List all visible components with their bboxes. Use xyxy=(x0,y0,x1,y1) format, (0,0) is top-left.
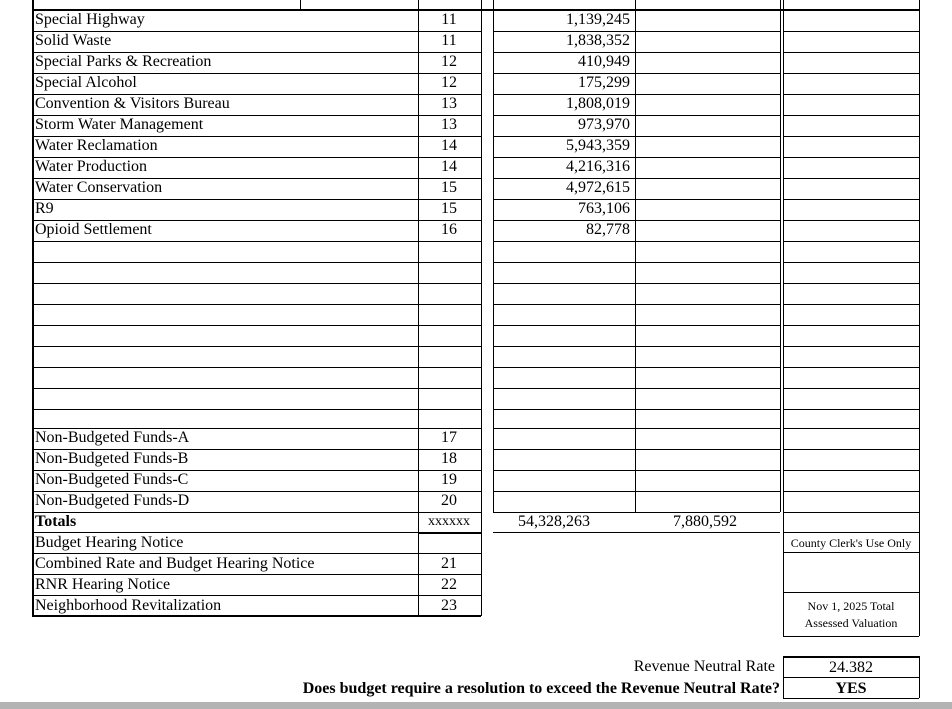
notice-page: 22 xyxy=(441,576,457,593)
grid-line xyxy=(32,199,481,200)
grid-line xyxy=(636,94,780,95)
fund-name: Water Reclamation xyxy=(35,137,158,154)
grid-line xyxy=(783,220,919,221)
fund-amount: 82,778 xyxy=(586,221,630,238)
grid-line xyxy=(493,449,636,450)
fund-amount: 4,216,316 xyxy=(566,158,630,175)
grid-line xyxy=(783,304,919,305)
grid-line xyxy=(418,532,481,534)
notice-name: RNR Hearing Notice xyxy=(35,576,171,593)
grid-line xyxy=(493,304,636,305)
grid-line xyxy=(32,409,481,410)
grid-line xyxy=(636,241,780,242)
grid-line xyxy=(783,178,919,179)
fund-page: 15 xyxy=(441,179,457,196)
grid-line xyxy=(636,532,780,533)
grid-line xyxy=(300,0,301,10)
grid-line xyxy=(32,367,481,368)
notice-page: 21 xyxy=(441,555,457,572)
grid-line xyxy=(783,449,919,450)
grid-line xyxy=(636,470,780,471)
grid-line xyxy=(493,491,636,492)
grid-line xyxy=(783,367,919,368)
grid-line xyxy=(32,346,481,347)
bottom-band xyxy=(0,702,952,709)
grid-line xyxy=(783,94,919,95)
valuation-line1: Nov 1, 2025 Total xyxy=(807,599,895,613)
fund-page: 14 xyxy=(441,158,457,175)
grid-line xyxy=(493,346,636,347)
fund-amount: 1,838,352 xyxy=(566,32,630,49)
grid-line xyxy=(636,491,780,492)
non-budgeted-page: 20 xyxy=(441,492,457,509)
grid-line xyxy=(783,636,919,637)
grid-line xyxy=(636,449,780,450)
fund-name: Special Highway xyxy=(35,11,145,28)
grid-line xyxy=(636,283,780,284)
totals-label: Totals xyxy=(35,513,77,530)
grid-line xyxy=(636,52,780,53)
non-budgeted-name: Non-Budgeted Funds-D xyxy=(35,492,190,509)
grid-line xyxy=(783,157,919,158)
grid-line xyxy=(783,262,919,263)
fund-amount: 1,139,245 xyxy=(566,11,630,28)
grid-line xyxy=(636,178,780,179)
notice-name: Combined Rate and Budget Hearing Notice xyxy=(35,555,315,572)
grid-line xyxy=(32,262,481,263)
grid-line xyxy=(493,470,636,471)
grid-line xyxy=(32,325,481,326)
grid-line xyxy=(32,0,34,616)
grid-line xyxy=(783,31,919,32)
non-budgeted-page: 18 xyxy=(441,450,457,467)
grid-line xyxy=(636,428,780,429)
grid-line xyxy=(783,512,919,513)
totals-page: xxxxxx xyxy=(428,514,470,529)
fund-name: Special Parks & Recreation xyxy=(35,53,212,70)
grid-line xyxy=(783,241,919,242)
grid-line xyxy=(493,367,636,368)
grid-line xyxy=(635,0,636,512)
grid-line xyxy=(636,388,780,389)
grid-line xyxy=(636,199,780,200)
rnr-label: Revenue Neutral Rate xyxy=(633,658,775,675)
grid-line xyxy=(636,325,780,326)
grid-line xyxy=(493,262,636,263)
grid-line xyxy=(493,241,636,242)
grid-line xyxy=(783,388,919,389)
grid-line xyxy=(32,304,481,305)
fund-amount: 175,299 xyxy=(578,74,630,91)
grid-line xyxy=(636,115,780,116)
grid-line xyxy=(783,491,919,492)
grid-line xyxy=(783,199,919,200)
fund-name: Storm Water Management xyxy=(35,116,204,133)
fund-page: 13 xyxy=(441,116,457,133)
grid-line xyxy=(783,325,919,326)
fund-name: Water Production xyxy=(35,158,148,175)
non-budgeted-page: 19 xyxy=(441,471,457,488)
grid-line xyxy=(32,283,481,284)
grid-line xyxy=(919,656,920,698)
grid-line xyxy=(636,409,780,410)
valuation-line2: Assessed Valuation xyxy=(804,616,898,630)
grid-line xyxy=(783,283,919,284)
resolution-question: Does budget require a resolution to exceed the Revenue Neutral Rate? xyxy=(302,680,780,697)
grid-line xyxy=(32,512,481,513)
totals-tax: 7,880,592 xyxy=(673,513,737,530)
grid-line xyxy=(636,367,780,368)
grid-line xyxy=(783,532,919,533)
grid-line xyxy=(780,0,781,512)
grid-line xyxy=(493,532,636,533)
grid-line xyxy=(919,0,920,636)
grid-line xyxy=(636,220,780,221)
grid-line xyxy=(493,428,636,429)
fund-page: 15 xyxy=(441,200,457,217)
grid-line xyxy=(783,115,919,116)
fund-page: 11 xyxy=(441,11,457,28)
fund-page: 13 xyxy=(441,95,457,112)
non-budgeted-page: 17 xyxy=(441,429,457,446)
grid-line xyxy=(636,73,780,74)
fund-amount: 763,106 xyxy=(578,200,630,217)
grid-line xyxy=(783,346,919,347)
fund-amount: 5,943,359 xyxy=(566,137,630,154)
totals-expenditures: 54,328,263 xyxy=(518,513,590,530)
grid-line xyxy=(636,262,780,263)
rnr-value: 24.382 xyxy=(829,659,873,676)
grid-line xyxy=(636,157,780,158)
grid-line xyxy=(636,136,780,137)
grid-line xyxy=(783,73,919,74)
grid-line xyxy=(493,325,636,326)
grid-line xyxy=(493,388,636,389)
fund-page: 12 xyxy=(441,74,457,91)
fund-amount: 1,808,019 xyxy=(566,95,630,112)
fund-page: 11 xyxy=(441,32,457,49)
fund-name: Water Conservation xyxy=(35,179,163,196)
notice-page: 23 xyxy=(441,597,457,614)
fund-page: 16 xyxy=(441,221,457,238)
fund-name: R9 xyxy=(35,200,54,217)
grid-line xyxy=(783,409,919,410)
fund-amount: 973,970 xyxy=(578,116,630,133)
grid-line xyxy=(32,388,481,389)
fund-amount: 410,949 xyxy=(578,53,630,70)
grid-line xyxy=(783,136,919,137)
non-budgeted-name: Non-Budgeted Funds-A xyxy=(35,429,190,446)
notice-name: Neighborhood Revitalization xyxy=(35,597,222,614)
grid-line xyxy=(783,552,919,553)
fund-name: Convention & Visitors Bureau xyxy=(35,95,230,112)
resolution-answer: YES xyxy=(835,680,867,697)
non-budgeted-name: Non-Budgeted Funds-C xyxy=(35,471,189,488)
grid-line xyxy=(493,409,636,410)
fund-amount: 4,972,615 xyxy=(566,179,630,196)
fund-name: Special Alcohol xyxy=(35,74,137,91)
fund-page: 12 xyxy=(441,53,457,70)
fund-name: Solid Waste xyxy=(35,32,112,49)
fund-name: Opioid Settlement xyxy=(35,221,152,238)
non-budgeted-name: Non-Budgeted Funds-B xyxy=(35,450,189,467)
grid-line xyxy=(636,346,780,347)
county-clerk-use-label: County Clerk's Use Only xyxy=(790,536,912,550)
grid-line xyxy=(493,283,636,284)
grid-line xyxy=(636,31,780,32)
grid-line xyxy=(783,52,919,53)
grid-line xyxy=(783,592,919,593)
fund-page: 14 xyxy=(441,137,457,154)
grid-line xyxy=(636,304,780,305)
grid-line xyxy=(32,241,481,242)
grid-line xyxy=(783,470,919,471)
grid-line xyxy=(783,428,919,429)
notice-name: Budget Hearing Notice xyxy=(35,534,184,551)
